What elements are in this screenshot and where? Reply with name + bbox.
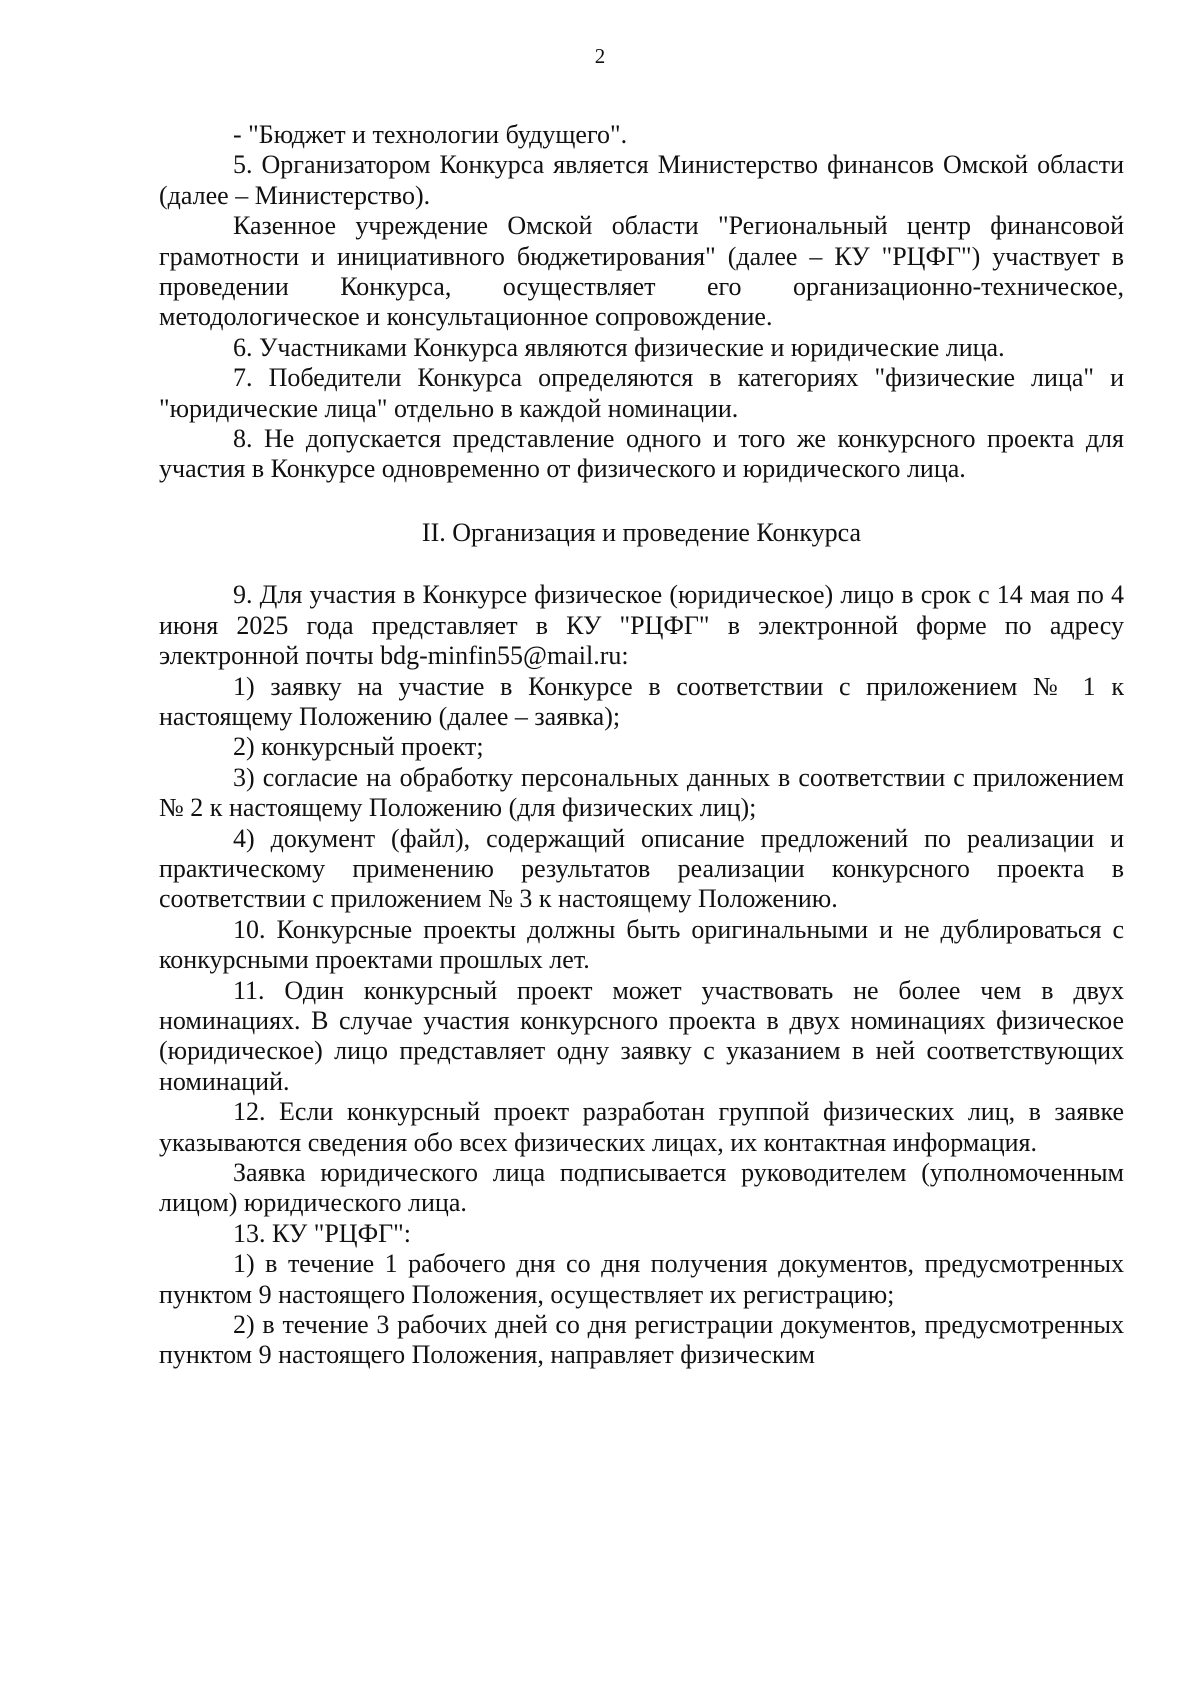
- paragraph-nomination-item: - "Бюджет и технологии будущего".: [233, 120, 628, 149]
- paragraph-12: 12. Если конкурсный проект разработан группой физических лиц, в заявке указываются сведения обо всех физических лицах, их контактная информация.: [159, 1097, 1124, 1157]
- paragraph-9-item-3: 3) согласие на обработку персональных данных в соответствии с приложением № 2 к настоящему Положению (для физических лиц);: [159, 762, 1124, 823]
- paragraph-6: 6. Участниками Конкурса являются физические и юридические лица.: [233, 332, 1005, 362]
- paragraph-5-rcfg: Казенное учреждение Омской области "Региональный центр финансовой грамотности и инициативного бюджетирования" (далее – КУ "РЦФГ") участвует в проведении Конкурса, осуществляет его организационно-техническое, методологическое и консультационное сопровождение.: [159, 211, 1124, 332]
- paragraph-13: 13. КУ "РЦФГ":: [233, 1218, 411, 1248]
- paragraph-5: 5. Организатором Конкурса является Министерство финансов Омской области (далее – Министерство).: [159, 150, 1124, 210]
- paragraph-13-item-1: 1) в течение 1 рабочего дня со дня получения документов, предусмотренных пунктом 9 настоящего Положения, осуществляет их регистрацию;: [159, 1249, 1124, 1309]
- section-heading: II. Организация и проведение Конкурса: [421, 517, 862, 547]
- paragraph-9: 9. Для участия в Конкурсе физическое (юридическое) лицо в срок с 14 мая по 4 июня 2025 года представляет в КУ "РЦФГ" в электронной форме по адресу электронной почты bdg-minfin55@mail.ru:: [159, 580, 1124, 671]
- paragraph-7: 7. Победители Конкурса определяются в категориях "физические лица" и "юридические лица" отдельно в каждой номинации.: [159, 363, 1124, 423]
- paragraph-8: 8. Не допускается представление одного и того же конкурсного проекта для участия в Конкурсе одновременно от физического и юридического лица.: [159, 424, 1124, 484]
- paragraph-12-signature: Заявка юридического лица подписывается руководителем (уполномоченным лицом) юридического лица.: [159, 1158, 1124, 1218]
- page-number: 2: [594, 44, 606, 68]
- paragraph-9-item-1: 1) заявку на участие в Конкурсе в соответствии с приложением № 1 к настоящему Положению (далее – заявка);: [159, 671, 1124, 731]
- paragraph-9-item-4: 4) документ (файл), содержащий описание предложений по реализации и практическому применению результатов реализации конкурсного проекта в соответствии с приложением № 3 к настоящему Положению.: [159, 823, 1124, 914]
- document-body: [159, 120, 1124, 1371]
- paragraph-9-item-2: 2) конкурсный проект;: [233, 732, 484, 762]
- paragraph-11: 11. Один конкурсный проект может участвовать не более чем в двух номинациях. В случае участия конкурсного проекта в двух номинациях физическое (юридическое) лицо представляет одну заявку с указанием в ней соответствующих номинаций.: [159, 975, 1124, 1096]
- paragraph-10: 10. Конкурсные проекты должны быть оригинальными и не дублироваться с конкурсными проектами прошлых лет.: [159, 914, 1124, 975]
- paragraph-13-item-2: 2) в течение 3 рабочих дней со дня регистрации документов, предусмотренных пунктом 9 настоящего Положения, направляет физическим: [159, 1310, 1124, 1370]
